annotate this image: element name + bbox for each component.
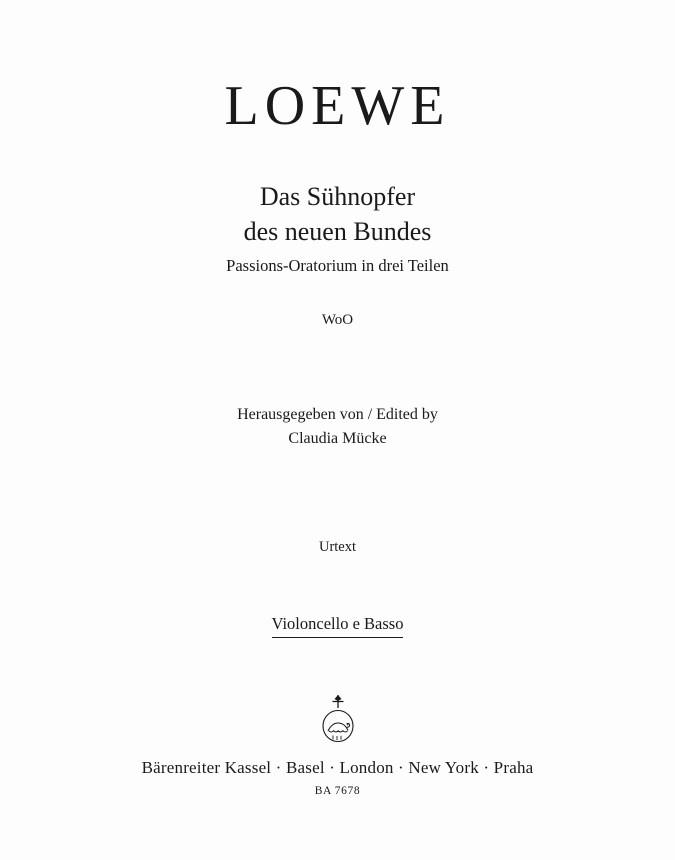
editor-name: Claudia Mücke [288,429,387,447]
catalogue-number: WoO [321,311,354,328]
editor-credit-label: Herausgegeben von / Edited by [237,405,438,423]
part-name: Violoncello e Basso [272,614,404,638]
footer [0,758,675,797]
publisher-line: Bärenreiter Kassel · Basel · London · New York · Praha [141,758,534,777]
work-title-line-2: des neuen Bundes [243,216,432,246]
work-title-line-1: Das Sühnopfer [259,182,416,211]
composer-name: LOEWE [224,75,451,137]
editor-block [237,403,438,451]
publisher-logo-wrap [0,693,675,750]
plate-number: BA 7678 [314,785,361,797]
edition-type: Urtext [318,538,357,555]
baerenreiter-lamb-logo-icon [316,693,360,750]
title-block [226,180,449,276]
work-subtitle: Passions-Oratorium in drei Teilen [226,255,449,275]
